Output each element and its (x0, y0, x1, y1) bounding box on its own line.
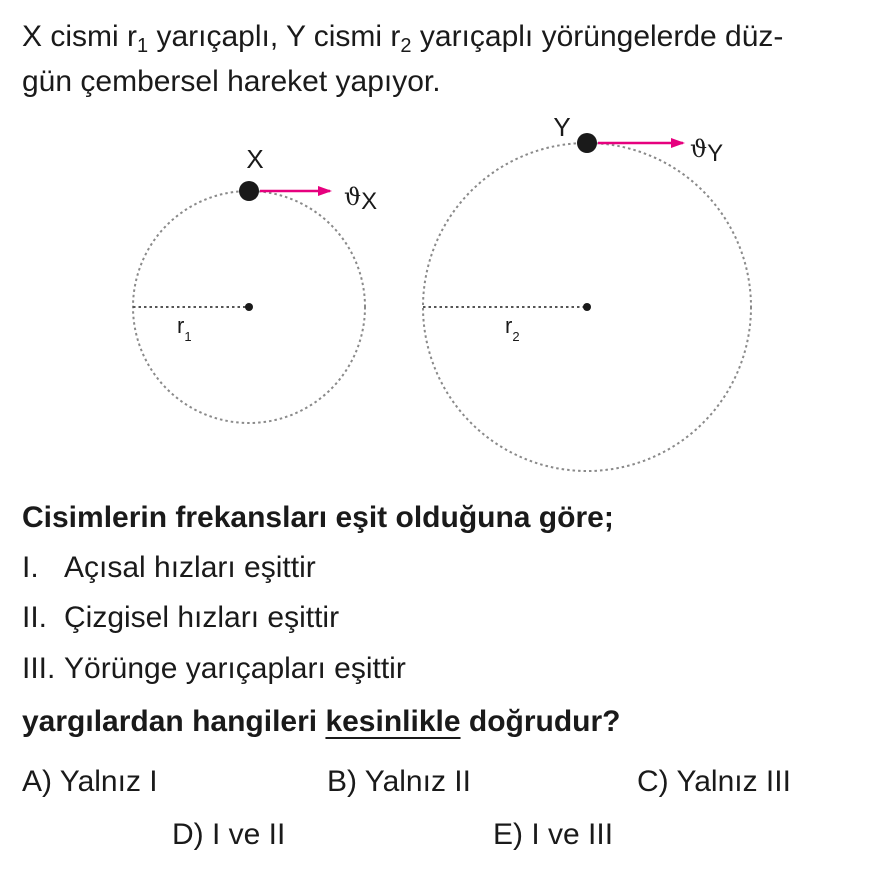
prompt-after: doğrudur? (460, 705, 621, 738)
object-label-x: X (246, 144, 264, 174)
velocity-label-x (344, 183, 377, 215)
option-c[interactable]: C) Yalnız III (637, 765, 791, 798)
velocity-label-y (690, 135, 723, 167)
prompt-before: yargılardan hangileri (22, 705, 326, 738)
velocity-symbol-x: ϑ (344, 183, 362, 211)
radius-subscript-r1: 1 (184, 329, 192, 344)
radius-subscript-r2: 2 (512, 329, 520, 344)
option-b[interactable]: B) Yalnız II (327, 765, 471, 798)
statement-1-numeral: I. (22, 551, 39, 584)
radius-label-r2 (505, 313, 520, 344)
radius-letter-r1: r (177, 313, 185, 338)
option-a[interactable]: A) Yalnız I (22, 765, 158, 798)
intro-line-2: gün çembersel hareket yapıyor. (22, 65, 441, 98)
statement-3-text: Yörünge yarıçapları eşittir (64, 652, 406, 685)
velocity-subscript-x: X (361, 188, 378, 215)
statement-3-numeral: III. (22, 652, 56, 685)
option-e[interactable]: E) I ve III (493, 818, 614, 851)
question-lead: Cisimlerin frekansları eşit olduğuna göre; (22, 501, 614, 534)
statement-1-text: Açısal hızları eşittir (64, 551, 316, 584)
radius-label-r1 (177, 313, 192, 344)
option-d[interactable]: D) I ve II (172, 818, 286, 851)
radius-letter-r2: r (505, 313, 513, 338)
object-y (577, 133, 597, 153)
velocity-symbol-y: ϑ (690, 135, 708, 163)
intro-text-part3: yarıçaplı yörüngelerde düz- (411, 20, 784, 53)
statement-3 (22, 651, 406, 687)
intro-text-part1: X cismi r (22, 20, 137, 53)
statement-1 (22, 550, 316, 586)
statement-2-numeral: II. (22, 601, 48, 634)
intro-subscript-1: 1 (137, 35, 149, 57)
question-prompt (22, 704, 621, 740)
intro-subscript-2: 2 (400, 35, 412, 57)
velocity-subscript-y: Y (707, 140, 724, 167)
object-label-y: Y (553, 112, 571, 142)
statement-2 (22, 600, 339, 636)
statement-2-text: Çizgisel hızları eşittir (64, 601, 340, 634)
object-x (239, 181, 259, 201)
prompt-emphasis: kesinlikle (325, 705, 461, 738)
center-dot-y (583, 303, 591, 311)
intro-text-part2: yarıçaplı, Y cismi r (148, 20, 401, 53)
center-dot-x (245, 303, 253, 311)
